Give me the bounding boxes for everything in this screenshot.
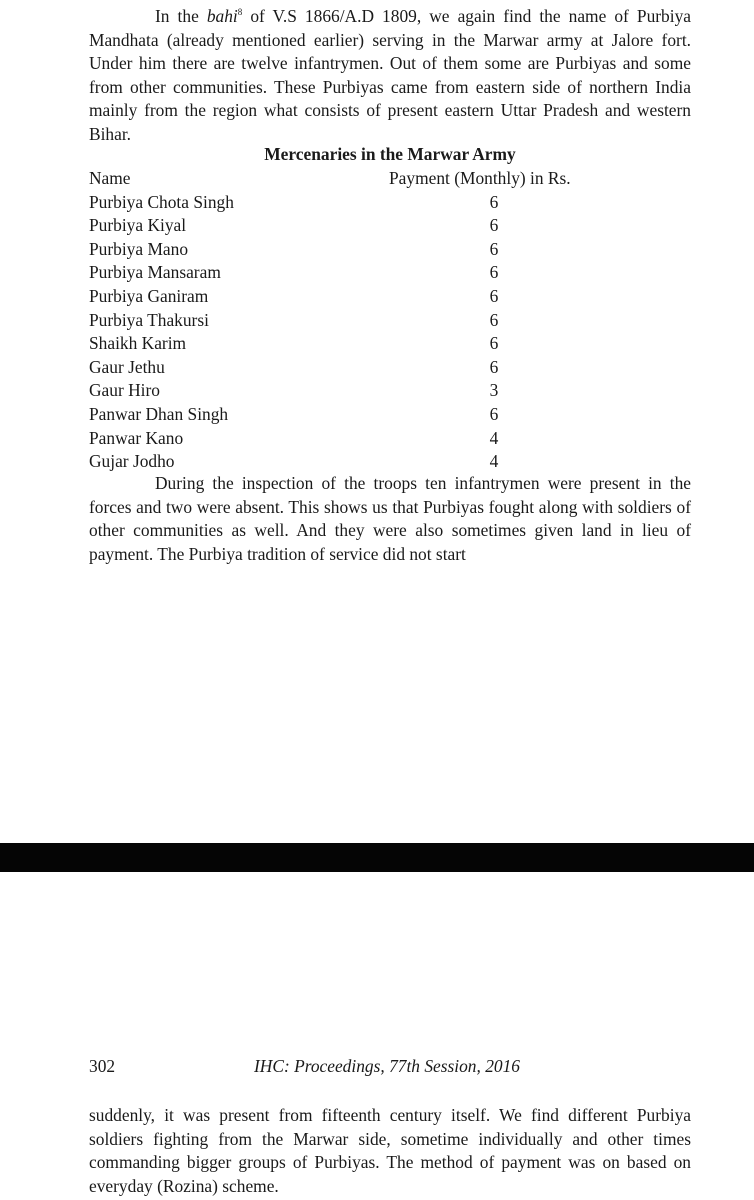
table-row	[89, 427, 691, 451]
table-header	[89, 167, 691, 191]
mercenary-name: Purbiya Mansaram	[89, 262, 221, 283]
mercenary-name: Purbiya Ganiram	[89, 286, 209, 306]
monthly-payment: 6	[489, 309, 499, 330]
mercenary-name: Purbiya Mano	[89, 238, 189, 259]
page-number: 302	[89, 1056, 116, 1076]
intro-rest: of V.S 1866/A.D 1809, we again find the name of Purbiya Mandhata (already mentioned earlier) serving in the Marwar army at Jalore fort. Under him there are twelve infantrymen. Out of them some are Purbiyas and some from other communities. These Purbiyas came from eastern side of northern India mainly from the region what consists of present eastern Uttar Pradesh and western Bihar.	[89, 6, 691, 144]
table-row	[89, 450, 691, 474]
mercenary-name: Purbiya Kiyal	[89, 215, 187, 236]
mercenary-name: Panwar Dhan Singh	[89, 404, 229, 424]
table-row	[89, 379, 691, 403]
monthly-payment: 6	[489, 356, 499, 377]
table-row	[89, 214, 691, 238]
table-row	[89, 356, 691, 380]
monthly-payment: 6	[489, 333, 499, 354]
monthly-payment: 4	[489, 451, 499, 472]
table-row	[89, 332, 691, 356]
column-header-payment: Payment (Monthly) in Rs.	[389, 168, 571, 188]
mercenary-name: Shaikh Karim	[89, 333, 187, 354]
table-row	[89, 309, 691, 333]
mercenary-name: Purbiya Chota Singh	[89, 191, 234, 212]
table-row	[89, 238, 691, 262]
inspection-paragraph	[89, 472, 691, 566]
monthly-payment: 6	[489, 191, 499, 212]
monthly-payment: 6	[489, 238, 499, 259]
table-title: Mercenaries in the Marwar Army	[264, 144, 516, 164]
monthly-payment: 3	[489, 380, 499, 401]
column-header-name: Name	[89, 168, 131, 188]
bahi-term: bahi	[206, 6, 238, 26]
mercenary-name: Panwar Kano	[89, 427, 184, 448]
table-row	[89, 261, 691, 285]
scan-black-band	[0, 843, 754, 872]
monthly-payment: 4	[489, 427, 499, 448]
inspection-text: During the inspection of the troops ten infantrymen were present in the forces and two were absent. This shows us that Purbiyas fought along with soldiers of other communities as well. And they were also sometimes given land in lieu of payment. The Purbiya tradition of service did not start	[89, 473, 691, 564]
table-row	[89, 191, 691, 215]
footnote-marker[interactable]: 8	[237, 7, 243, 17]
mercenary-name: Gaur Hiro	[89, 380, 160, 401]
running-title: IHC: Proceedings, 77th Session, 2016	[254, 1056, 520, 1076]
monthly-payment: 6	[489, 215, 499, 236]
mercenary-name: Gaur Jethu	[89, 356, 165, 377]
monthly-payment: 6	[489, 262, 499, 283]
mercenary-name: Purbiya Thakursi	[89, 309, 209, 330]
mercenary-name: Gujar Jodho	[89, 451, 175, 472]
monthly-payment: 6	[489, 404, 499, 424]
continuation-paragraph: suddenly, it was present from fifteenth century itself. We find different Purbiya soldiers fighting from the Marwar side, sometime individually and other times commanding bigger groups of Purbiyas. The method of payment was on based on everyday (Rozina) scheme.	[89, 1105, 691, 1196]
monthly-payment: 6	[489, 286, 499, 306]
intro-paragraph	[89, 5, 691, 147]
table-row	[89, 403, 691, 427]
page-footer	[89, 1054, 691, 1078]
table-row	[89, 285, 691, 309]
intro-lead: In the	[155, 6, 207, 26]
